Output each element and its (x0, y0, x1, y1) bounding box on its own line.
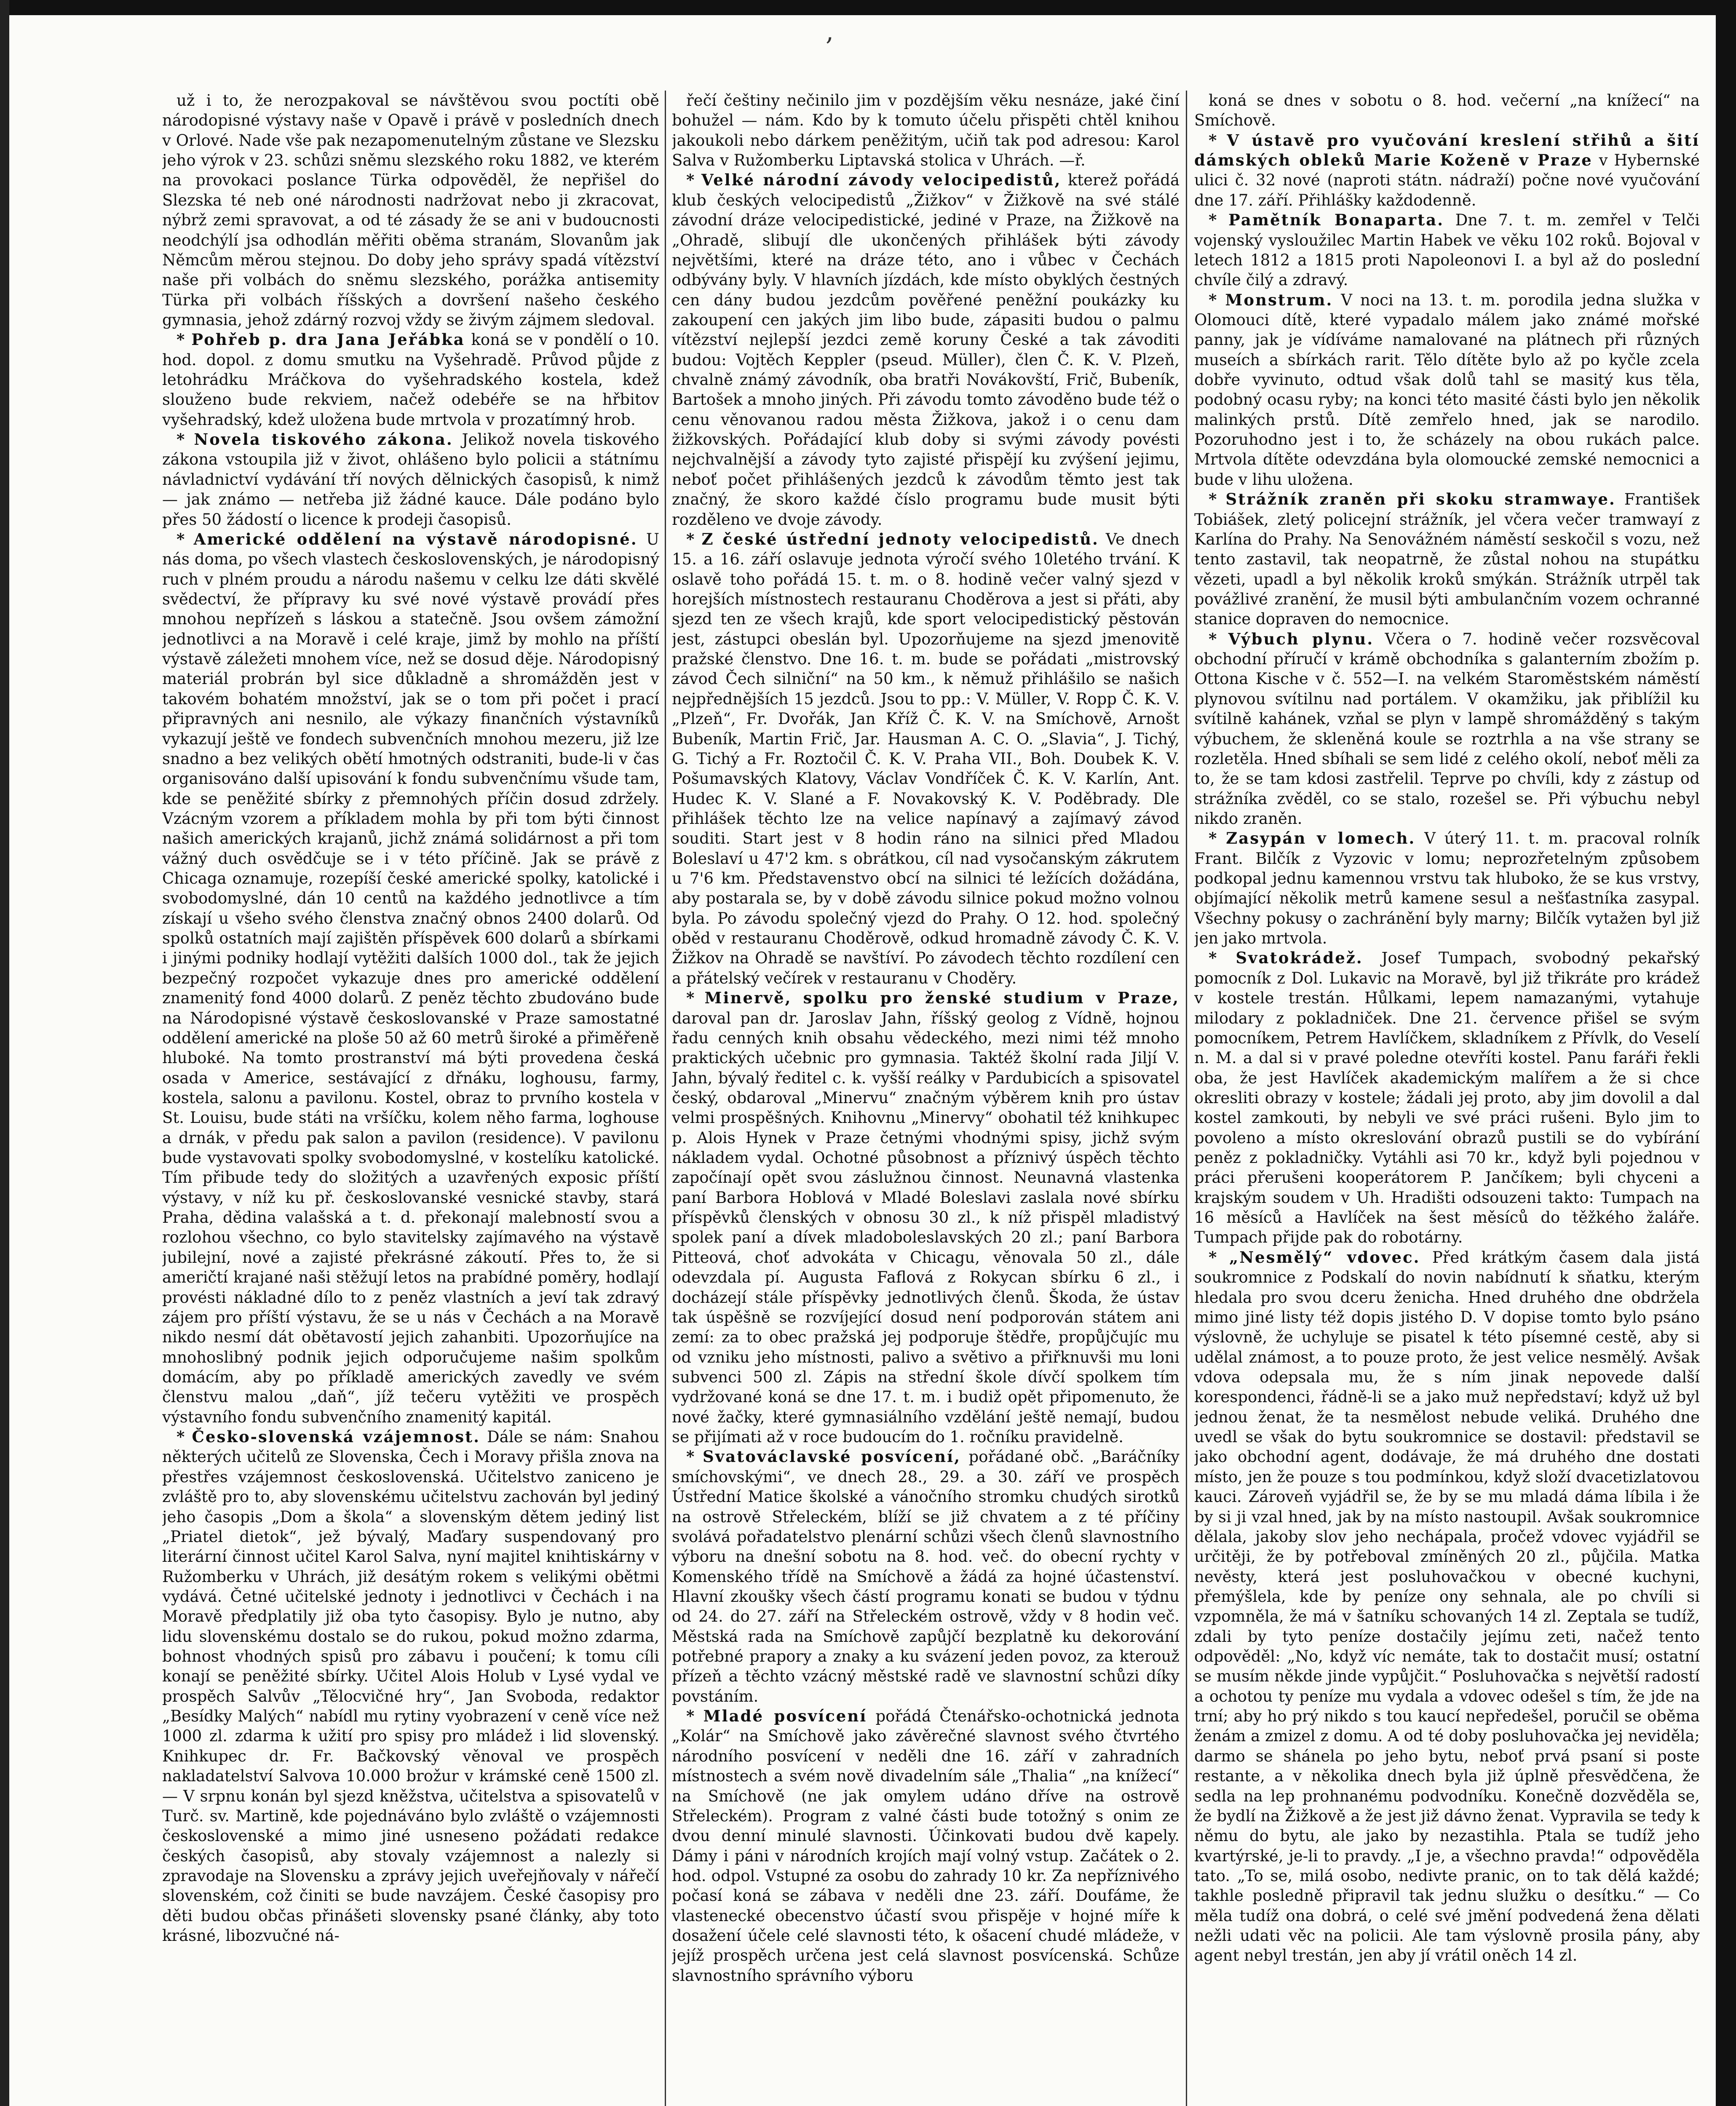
article-headline: Americké oddělení na výstavě národopisné. (193, 529, 638, 548)
article-body: koná se v pondělí o 10. hod. dopol. z domu smutku na Vyšehradě. Průvod půjde z letohrádku Mráčkova do vyšehradského kostela, kdež slouženo bude rekviem, načež odebéře se na hřbitov vyšehradský, kdež uložena bude mrtvola v prozatímný hrob. (162, 331, 659, 429)
article-body: Dále se nám: Snahou některých učitelů ze Slovenska, Čech i Moravy přišla znova na přestřes vzájemnost československá. Učitelstvo zaniceno je zvláště pro to, aby slovenskému učitelstvu zachován byl jediný jeho časopis „Dom a škola“ a slovenským dětem jediný list „Priatel dietok“, jež bývalý, Maďary suspendovaný pro literární činnost učitel Karol Salva, nyní majitel knihtiskárny v Ružomberku v Uhrách, již desátým rokem s velikými obětmi vydává. Četné učitelské jednoty i jednotlivci v Čechách i na Moravě předplatily již oba tyto časopisy. Bylo je nutno, aby lidu slovenskému dostalo se do rukou, pokud možno zdarma, bohnost vhodných spisů pro zábavu i poučení; k tomu cíli konají se peněžité sbírky. Učitel Alois Holub v Lysé vydal ve prospěch Salvův „Tělocvičné hry“, Jan Svoboda, redaktor „Besídky Malých“ nabídl mu rytiny vyobrazení v ceně více než 1000 zl. zdarma k užití pro spisy pro mládež i lid slovenský. Knihkupec dr. Fr. Bačkovský věnoval ve prospěch nakladatelství Salvova 10.000 brožur v krámské ceně 1500 zl. — V srpnu konán byl sjezd kněžstva, učitelstva a spisovatelů v Turč. sv. Martině, kde pojednáváno bylo zvláště o vzájemnosti československé a mimo jiné usneseno požádati redakce českých časopisů, aby stovaly vzájemnost a nalezly si zpravodaje na Slovensku a zprávy jejich uveřejňovaly v nářečí slovenském, což činiti se bude navzájem. České časopisy pro děti budou občas přinášeti slovensky psané články, aby toto krásné, libozvučné ná- (162, 1428, 659, 1945)
column-rule (1186, 91, 1187, 2106)
article (162, 330, 659, 430)
article (1194, 91, 1700, 131)
article-body: Před krátkým časem dala jistá soukromnice z Podskalí do novin nabídnutí k sňatku, kterým hledala pro svou dceru ženicha. Hned druhého dne obdržela mimo jiné listy též dopis jistého D. V dopise tomto bylo psáno výslovně, že uchyluje se pisatel k této písemné cestě, aby si udělal známost, a to pouze proto, že jest velice nesmělý. Avšak vdova odepsala mu, že s ním jinak nepovede další korespondenci, řádně-li se a jako muž nepředstaví; když už byl jednou ženat, že ta nesmělost nebude veliká. Druhého dne uvedl se však do bytu soukromnice se dostavil: představil se jako obchodní agent, dodávaje, že má druhého dne dostati místo, jen že pouze s tou podmínkou, když složí dvacetizlatovou kauci. Zároveň vyjádřil se, že by se mu mladá dáma líbila i že by si ji vzal hned, jak by na místo nastoupil. Avšak soukromnice dělala, jakoby slov jeho nechápala, pročež vdovec vyjádřil se určitěji, že by potřeboval zmíněných 20 zl., půjčila. Matka nevěsty, která jest posluhovačkou v obecné kuchyni, přemýšlela, kde by peníze ony sehnala, ale po chvíli si vzpomněla, že má v šatníku schovaných 14 zl. Zeptala se tudíž, zdali by tyto peníze dostačily jejímu zeti, načež tento odpověděl: „No, když víc nemáte, tak to dostačit musí; ostatní se musím někde jinde vypůjčit.“ Posluhovačka s největší radostí a ochotou ty peníze mu vydala a vdovec odešel s tím, že jde na trní; aby ho prý nikdo s tou kaucí nepředešel, poručil se oběma ženám a zmizel z domu. A od té doby posluhovačka jej neviděla; darmo se shánela po jeho bytu, neboť prvá psaní si poste restante, a v několika dnech byla již úplně přesvědčena, že sedla na lep prohnanému podvodníku. Konečně dozvěděla se, že bydlí na Žižkově a že jest již dávno ženat. Vypravila se tedy k němu do bytu, ale jako by nezastihla. Ptala se tudíž jeho kvartýrské, je-li to pravdy. „I je, a všechno pravda!“ odpověděla tato. „To se, milá osobo, nedivte pranic, on to tak dělá každé; takhle posledně připravil tak jednu služku o desítku.“ — Co měla tudíž ona dobrá, o celé své jmění podvedená žena dělati nežli udati věc na policii. Ale tam výslovně prosila pány, aby agent nebyl trestán, jen aby jí vrátil oněch 14 zl. (1194, 1248, 1700, 1965)
article-headline: „Nesmělý“ vdovec. (1229, 1248, 1420, 1267)
article-headline: Svatokrádež. (1236, 949, 1363, 967)
article (1194, 489, 1700, 629)
article-headline: Pamětník Bonaparta. (1228, 211, 1444, 230)
article-body: pořádá Čtenářsko-ochotnická jednota „Kolár“ na Smíchově jako závěrečné slavnost svého čtvrtého národního posvícení v neděli dne 16. září v zahradních místnostech a svém nově divadelním sále „Thalia“ „na knížecí“ na Smíchově (ne jak omylem udáno dříve na ostrově Střeleckém). Program z valné části bude totožný s onim ze dvou denní minulé slavnosti. Účinkovati budou dvě kapely. Dámy i páni v národních krojích mají volný vstup. Začátek o 2. hod. odpol. Vstupné za osobu do zahrady 10 kr. Za nepříznivého počasí koná se zábava v neděli dne 23. září. Doufáme, že vlastenecké obecenstvo účastí svou přispěje v hojné míře k dosažení účele celé slavnosti této, k ošacení chudé mládeže, v jejíž prospěch určena jest celá slavnost posvícenská. Schůze slavnostního správního výboru (672, 1707, 1180, 1985)
article-body: Včera o 7. hodině večer rozsvěcoval obchodní příručí v krámě obchodníka s galanterním zbožím p. Ottona Kische v č. 552—I. na velkém Staroměstském náměstí plynovou svítilnu nad portálem. V okamžiku, jak přiblížil ku svítilně kahánek, vzňal se plyn v lampě shromážděný s takým výbuchem, že skleněná koule se roztrhla a na vše strany se rozletěla. Hned sbíhali se sem lidé z celého okolí, neboť měli za to, že se tam kdosi zastřelil. Teprve po chvíli, kdy z zástup od strážníka zvěděl, co se stalo, rozešel se. Při výbuchu nebyl nikdo zraněn. (1194, 630, 1700, 828)
article (1194, 948, 1700, 1247)
page-mark: , (826, 17, 834, 46)
asterisk-mark: * (1209, 629, 1228, 648)
asterisk-mark: * (177, 1427, 192, 1446)
asterisk-mark: * (1209, 211, 1229, 230)
asterisk-mark: * (1209, 290, 1225, 309)
article (672, 91, 1180, 170)
article (1194, 829, 1700, 948)
article-body: kterež pořádá klub českých velocipedistů „Žižkov“ v Žižkově na své stálé závodní dráze velocipedistické, jediné v Praze, na Žižkově na „Ohradě, slibují dle ukončených přihlášek býti závody největšími, které na dráze této, ano i vůbec v Čechách odbývány byly. V hlavních jízdách, kde místo obyklých čestných cen dány budou jezdcům pověřené peněžní poukázky ku zakoupení cen jakých jim libo bude, zápasiti budou o palmu vítězství nejlepší jezdci země koruny České a tak závoditi budou: Vojtěch Keppler (pseud. Müller), člen Č. K. V. Plzeň, chvalně známý závodník, oba bratři Novákovští, Frič, Bubeník, Bartošek a mnoho jiných. Při závodu tomto závoděno bude též o cenu věnovanou radou města Žižkova, jakož i o cenu dam žižkovských. Pořádající klub doby si svými závody povésti nejchvalnější a závody tyto zajisté přispějí ku zvýšení jejimu, neboť počet přihlášených jezdců k závodům těmto jest tak značný, že skoro každé číslo programu bude musit býti rozděleno ve dvoje závody. (672, 171, 1180, 529)
article (1194, 629, 1700, 829)
asterisk-mark: * (686, 1707, 703, 1726)
asterisk-mark: * (686, 989, 705, 1008)
article-body: daroval pan dr. Jaroslav Jahn, říšský geolog z Vídně, hojnou řadu cenných knih obsahu vědeckého, mezi nimi též mnoho praktických učebnic pro gymnasia. Taktéž školní rada Jiljí V. Jahn, bývalý ředitel c. k. vyšší reálky v Pardubicích a spisovatel český, obdaroval „Minervu“ značným výběrem knih pro ústav velmi prospěšných. Knihovnu „Minervy“ obohatil též knihkupec p. Alois Hynek v Praze četnými vhodnými spisy, jichž svým nákladem vydal. Ochotné působnost a příznivý úspěch těchto započínají opět svou záslužnou činnost. Neunavná vlastenka paní Barbora Hoblová v Mladé Boleslavi zaslala nové sbírku příspěvků členských v obnosu 30 zl., k níž přispěl mladistvý spolek paní a dívek mladoboleslavských 20 zl.; paní Barbora Pitteová, choť advokáta v Chicagu, věnovala 50 zl., dále odevzdala pí. Augusta Faflová z Rokycan sbírku 6 zl., i docházejí stále příspěvky jednotlivých členů. Škoda, že ústav tak úspěšně se rozvíjející dosud není podporován státem ani zemí: za to obec pražská jej podporuje štědře, propůjčujíc mu od vzniku jeho místnosti, palivo a světivo a přiřknuvši mu loni subvenci 500 zl. Zápis na střední škole dívčí spolkem tím vydržované koná se dne 17. t. m. i budiž opět připomenuto, že nové žačky, které gymnasiálního vzdělání ještě nemají, budou se přijímati až v roce budoucím do 1. ročníku pravidelně. (672, 1009, 1180, 1446)
article-body: U nás doma, po všech vlastech československých, je národopisný ruch v plném proudu a národu našemu v celku lze dáti skvělé svědectví, že přípravy ku své nové výstavě provádí přes mnohou nepřízeň s láskou a statečně. Jsou ovšem zámožní jednotlivci a na Moravě i celé kraje, jimž by mohlo na příští výstavě záležeti mnohem více, než se dosud děje. Národopisný materiál probrán byl sice důkladně a shromážděn jest v takovém bohatém množství, jak se o tom při počet i prací připravných ani nesnilo, ale výkazy finančních výstavníků vykazují ještě ve fondech subvenčních mnohou mezeru, již lze snadno a bez velikých obětí hmotných odstraniti, bude-li v čas organisováno další upisování k fondu subvenčnímu všude tam, kde se peněžité sbírky z přemnohých příčin dosud zdržely. Vzácným vzorem a příkladem mohla by při tom býti činnost našich amerických krajanů, jichž známá solidárnost a při tom vážný duch osvědčuje se i v této příčině. Jak se právě z Chicaga oznamuje, rozepíší české americké spolky, katolické i svobodomyslné, dán 10 centů na každého jednotlivce a tím získají u všeho svého členstva značný obnos 2400 dolarů. Od spolků ostatních mají zajištěn příspěvek 600 dolarů a sbírkami i jinými podniky hodlají vytěžiti dalších 1000 dol., tak že jejich bezpečný rozpočet vykazuje dnes pro americké oddělení znamenitý fond 4000 dolarů. Z peněz těchto zbudováno bude na Národopisné výstavě českoslovanské v Praze samostatné oddělení americké na ploše 50 až 60 metrů široké a přiměřeně hluboké. Na tomto prostranství má býti provedena česká osada v Americe, sestávající z dřnáku, loghousu, farmy, kostela, salonu a pavilonu. Kostel, obraz to prvního kostela v St. Louisu, bude státi na vršíčku, kolem něho farma, loghouse a drnák, v předu pak salon a pavilon (residence). V pavilonu bude vystavovati spolky svobodomyslné, v kostelíku katolické. Tím přibude tedy do složitých a uzavřených exposic příští výstavy, v níž ku př. českoslovanské vesnické stavby, stará Praha, dědina valašská a t. d. překonají malebností svou a rozlohou všechno, co bylo stavitelsky zajímavého na výstavě jubilejní, nové a zajisté překrásné zákoutí. Přes to, že si američtí krajané naši stěžují letos na prabídné poměry, hodlají provésti nákladné dílo to z peněz vlastních a jeví tak zdravý zájem pro příští výstavu, že se u nás v Čechách a na Moravě nikdo nesmí dát obětavostí jejich zahanbiti. Upozorňujíce na mnohoslibný podnik jejich odporučujeme našim spolkům domácím, aby po příkladě amerických zavedly ve svém členstvu malou „daň“, jíž tečeru vytěžiti ve prospěch výstavního fondu subvenčního znamenitý kapitál. (162, 530, 659, 1426)
article (162, 91, 659, 330)
article-headline: Novela tiskového zákona. (194, 430, 453, 449)
article-headline: Svatováclavské posvícení, (702, 1447, 961, 1466)
article (1194, 131, 1700, 210)
column-3 (1194, 91, 1700, 2106)
asterisk-mark: * (177, 330, 192, 349)
article-body: Dne 7. t. m. zemřel v Telči vojenský vysloužilec Martin Habek ve věku 102 roků. Bojoval v letech 1812 a 1815 proti Napoleonovi I. a byl až do poslední chvíle čilý a zdravý. (1194, 211, 1700, 289)
column-2 (672, 91, 1180, 2106)
asterisk-mark: * (1209, 490, 1226, 509)
asterisk-mark: * (686, 1447, 703, 1466)
article-body: koná se dnes v sobotu o 8. hod. večerní „na knížecí“ na Smíchově. (1194, 91, 1700, 130)
article (1194, 1248, 1700, 1966)
article-body: pořádané obč. „Baráčníky smíchovskými“, ve dnech 28., 29. a 30. září ve prospěch Ústřední Matice školské a vánočního stromku chudých sirotků na ostrově Střeleckém, blíží se již chvatem a z té příčiny svolává pořadatelstvo plenární schůzi všech členů slavnostního výboru na dnešní sobotu na 8. hod. več. do obecní rychty v Komenského třídě na Smíchově a žádá za hojné účastenství. Hlavní zkoušky všech částí programu konati se budou v týdnu od 24. do 27. září na Střeleckém ostrově, vždy v 8 hodin več. Městská rada na Smíchově zapůjčí bezplatně ku dekorování potřebné prapory a znaky a ku svázení jeden povoz, za kterouž přízeň a těchto vzácný městské radě ve slavnostní schůzi díky povstáním. (672, 1448, 1180, 1705)
asterisk-mark: * (686, 171, 701, 190)
column-rule (665, 91, 666, 2106)
article-headline: Česko-slovenská vzájemnost. (192, 1427, 480, 1446)
article (162, 1427, 659, 1946)
article (672, 988, 1180, 1447)
asterisk-mark: * (1209, 131, 1227, 150)
article-headline: Zasypán v lomech. (1226, 829, 1416, 848)
article-headline: Výbuch plynu. (1228, 629, 1374, 648)
article-headline: Minervě, spolku pro ženské studium v Praze, (704, 989, 1180, 1008)
asterisk-mark: * (686, 529, 702, 548)
article-headline: Velké národní závody velocipedistů, (701, 171, 1062, 190)
article-headline: V ústavě pro vyučování kreslení střihů a šití dámských obleků Marie Koženě v Praze (1194, 131, 1700, 170)
article-headline: Mladé posvícení (703, 1707, 867, 1726)
article-body: v Hybernské ulici č. 32 nové (naproti státn. nádraží) počne nové vyučování dne 17. září. Přihlášky každodenně. (1194, 151, 1700, 209)
article-headline: Z české ústřední jednoty velocipedistů. (701, 529, 1099, 548)
article-body: už i to, že nerozpakoval se návštěvou svou poctíti obě národopisné výstavy naše v Opavě i právě v posledních dnech v Orlové. Nade vše pak nezapomenutelným zůstane ve Slezsku jeho výrok v 23. schůzi sněmu slezského roku 1882, ve kterém na provokaci poslance Türka odpověděl, že nepřišel do Slezska té neb oné národnosti nadržovat nebo ji zkracovat, nýbrž zemi spravovat, a od té zásady že se ani v budoucnosti neodchýlí jsa odhodlán měřiti oběma stranám, Slovanům jak Němcům měrou stejnou. Do doby jeho správy spadá vítězství naše při volbách do sněmu slezského, porážka antisemity Türka při volbách říšských a dovršení našeho českého gymnasia, jehož zdárný rozvoj vždy se živým zájmem sledoval. (162, 91, 659, 329)
scan-border-left (0, 0, 9, 2106)
article (672, 1447, 1180, 1706)
article (672, 170, 1180, 529)
scan-border-top (0, 0, 1736, 15)
article-body: Ve dnech 15. a 16. září oslavuje jednota výročí svého 10letého trvání. K oslavě toho pořádá 15. t. m. o 8. hodině večer valný sjezd v horejších místnostech restauranu Choděrova a jest si přáti, aby sjezd ten ze všech krajů, kde sport velocipedistický pěstován jest, zástupci obeslán byl. Upozorňujeme na sjezd jmenovitě pražské členstvo. Dne 16. t. m. bude se pořádati „mistrovský závod Čech silniční“ na 50 km., k němuž přihlášilo se našich nejpřednějších 15 jezdců. Jsou to pp.: V. Müller, V. Ropp Č. K. V. „Plzeň“, Fr. Dvořák, Jan Kříž Č. K. V. na Smíchově, Arnošt Bubeník, Martin Frič, Jar. Hausman A. C. O. „Slavia“, J. Tichý, G. Tichý a Fr. Roztočil Č. K. V. Praha VII., Boh. Doubek K. V. Pošumavských Klatovy, Václav Vondříček Č. K. V. Karlín, Ant. Hudec K. V. Slané a F. Novakovský K. V. Poděbrady. Dle přihlášek těchto lze na velice napínavý a zajímavý závod souditi. Start jest v 8 hodin ráno na silnici před Mladou Boleslaví u 47'2 km. s obrátkou, cíl nad vysočanským zákrutem u 7'6 km. Představenstvo obcí na silnici té ležících dožádána, aby postarala se, by v době závodu silnice pokud možno volnou byla. Po závodu společný vjezd do Prahy. O 12. hod. společný oběd v restauranu Choděrově, odkud hromadně závody Č. K. V. Žižkov na Ohradě se navštíví. Po závodech těchto rozdílení cen a přátelský večírek v restauranu v Choděry. (672, 530, 1180, 987)
article (1194, 210, 1700, 290)
article-body: František Tobiášek, zletý policejní strážník, jel včera večer tramwayí z Karlína do Prahy. Na Senovážném náměstí seskočil s vozu, než tento zastavil, tak neopatrně, že zůstal nohou na stupátku vězeti, upadl a byl několik kroků smýkán. Strážník utrpěl tak povážlivé zranění, že musil býti ambulančním vozem ochranné stanice dopraven do nemocnice. (1194, 490, 1700, 628)
article-headline: Strážník zraněn při skoku stramwaye. (1225, 490, 1616, 509)
article-body: V úterý 11. t. m. pracoval rolník Frant. Bilčík z Vyzovic v lomu; neprozřetelným způsobem podkopal jednu kamennou vrstvu tak hluboko, že se kus vrstvy, objímající několik metrů kamene sesul a nešťastníka zasypal. Všechny pokusy o zachránění byly marny; Bilčík vytažen byl již jen jako mrtvola. (1194, 829, 1700, 948)
article-headline: Monstrum. (1225, 290, 1333, 309)
scan-border-right (1716, 0, 1736, 2106)
article (162, 529, 659, 1427)
column-1 (162, 91, 659, 2106)
asterisk-mark: * (1209, 1248, 1229, 1267)
article (1194, 290, 1700, 490)
article-body: V noci na 13. t. m. porodila jedna služka v Olomouci dítě, které vypadalo málem jako známé mořské panny, jak je vídíváme namalované na plátnech při různých museích a sbírkách rarit. Tělo dítěte bylo až po kyčle zcela dobře vyvinuto, odtud však dolů tahl se masitý kus těla, podobný ocasu ryby; na konci této masité části bylo jen několik malinkých prstů. Dítě zemřelo hned, jak se narodilo. Pozoruhodno jest i to, že scházely na obou rukách palce. Mrtvola dítěte odevzdána byla olomoucké zemské nemocnici a bude v lihu uložena. (1194, 291, 1700, 489)
article-body: řečí češtiny nečinilo jim v pozdějším věku nesnáze, jaké činí bohužel — nám. Kdo by k tomuto účelu přispěti chtěl knihou jakoukoli nebo dárkem peněžitým, učiň tak pod adresou: Karol Salva v Ružomberku Liptavská stolica v Uhrách. —ř. (672, 91, 1180, 170)
article (672, 529, 1180, 988)
article (672, 1706, 1180, 1986)
article-headline: Pohřeb p. dra Jana Jeřábka (191, 330, 465, 349)
article-body: Jelikož novela tiskového zákona vstoupila již v život, ohlášeno bylo policii a státnímu návladnictví vydávání tří nových dělnických časopisů, k nimž — jak známo — netřeba již žádné kauce. Dále podáno bylo přes 50 žádostí o licence k prodeji časopisů. (162, 430, 659, 529)
asterisk-mark: * (1209, 829, 1226, 848)
article (162, 430, 659, 529)
asterisk-mark: * (177, 529, 194, 548)
asterisk-mark: * (177, 430, 194, 449)
asterisk-mark: * (1209, 949, 1236, 967)
article-body: Josef Tumpach, svobodný pekařský pomocník z Dol. Lukavic na Moravě, byl již třikráte pro krádež v kostele trestán. Hůlkami, lepem namazanými, vytahuje milodary z pokladniček. Dne 21. července přišel se svým pomocníkem, Petrem Havlíčkem, skladníkem z Přívlk, do Veselí n. M. a dal si v pravé poledne otevříti kostel. Panu faráři řekli oba, že jest Havlíček akademickým malířem a že si chce okresliti obrazy v kostele; žádali jej proto, aby jim dovolil a dal kostel zamkouti, by nebyli ve své práci rušeni. Bylo jim to povoleno a místo okreslování obrazů pustili se do vybírání peněz z pokladničky. Vytáhli asi 70 kr., když byli pojednou v práci přerušeni kooperátorem P. Jančíkem; byli chyceni a krajským soudem v Uh. Hradišti odsouzeni takto: Tumpach na 16 měsíců a Havlíček na šest měsíců do těžkého žaláře. Tumpach přijde pak do robotárny. (1194, 949, 1700, 1247)
